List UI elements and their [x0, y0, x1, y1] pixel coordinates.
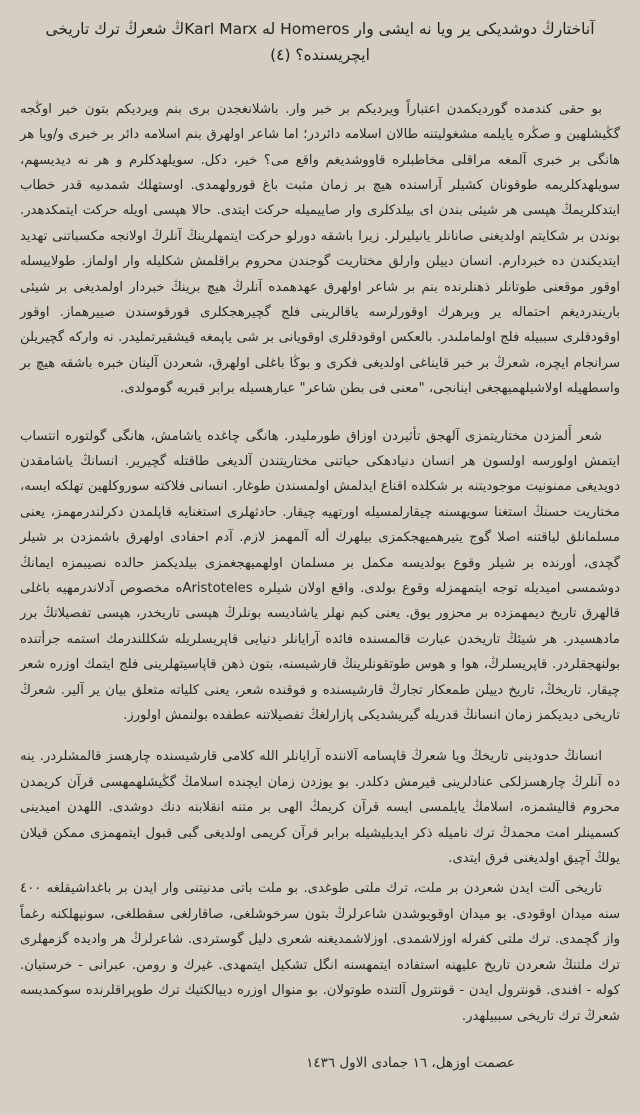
paragraph-3: انسانڭ حدودينى تاريخڭ ويا شعرڭ قاپسامه آلاننده آرايانلر الله كلامى قارشيسنده چارهسز قالمشلردر. ينه ده آنلرڭ چارهسزلكى عنادلرينى قيرمش دكلدر. بو يوزدن زمان ايچنده اسلامڭ گڭيشلهمهسى قرآن كريمدن محروم قاليشمزه، اسلامڭ يايلمسى ايسه قرآن كريمڭ الهى بر متنه انقلابنه دنك دوشدى. اللهدن اميدينى كسمينلر امت محمدڭ ترك ناميله ذكر ايديليشيله برابر قرآن كريمى اولديغى گبى قبول ايتمهمزى ممكن قيلان يولڭ آچيق اولديغنى فرق ايتدى. [20, 749, 620, 867]
author-signature: عصمت اوزهل، ١٦ جمادى الاول ١٤٣٦ [306, 1054, 515, 1071]
paragraph-4: تاريخى آلت ايدن شعردن بر ملت، ترك ملتى طوغدى. بو ملت باتى مدنيتنى وار ايدن بر باغداشيقلغه ٤٠٠ سنه ميدان اوقودى. بو ميدان اوقويوشدن شاعرلرڭ بتون سرخوشلغى، صاقارلغى سقطلغى، سونپهلكنه رغماً واز گچمدى. ترك ملتى كفرله اوزلاشمدى. اوزلاشمديغنه شعرى دليل گوستردى. شاعرلرڭ هر واديده گزمهلرى ترك ملتنڭ شعردن تاريخ عليهنه استفاده ايتمهسنه انگل تشكيل ايتمهدى. غيرك و رومن. عبرانى - خرستيان. كوله - افندى. قونترول ايدن - قونترول آلتنده طوتولان. بو منوال اوزره دييالكتيك ترك طوپراقلرنده سوكمديسه شعرڭ ترك تاريخى سببيلهدر. [20, 881, 620, 1024]
paragraph-2: شعر أَلمزدن مختاريتمزى آلهجق تأثيردن اوزاق طورمليدر. هانگى چاغده ياشامش، هانگى گولتوره انتساب ايتمش اولورسه اولسون هر انسان دنيادهكى حياتنى مختاريتندن آلديغى طاقتله گچيرير. انسانڭ ياشامقدن دويديغى ممنونيت موجوديتنه بر شكلده اقناع ايدلمش اولمسندن طوغار. انسانى فلاكته سوروكلهين تهلكه ايسه، مختاريت حسنڭ استغنا سويهسنه چيقارلمسيله اورتهيه چيقار. حادثهلرى استغنايه قاپلمدن دكرلندرمهمز، يعنى مسلمانلق لياقتنه اصلا گوج يتيرهميهجكمزى بيلهرك أله آلمهمز لازم. آدم احفادى اولهرق باشمزدن بر شيلر گچدى، أورنده بر شيلر وقوع بولديسه مكمل بر مسلمان اولهميهجغمزى بيلديكمز حالده نصيبمزه ايمانڭ دوشمسى اميديله توجه ايتمهمزله وقوع بولدى. واقع اولان شيلره Aristotelesه مخصوص آدلاندرمهيه باغلى قالهرق تاريخ ديمهمزده بر محزور يوق. يعنى كيم نهلر ياشاديسه بونلرڭ هپسى تاريخدر، هپسى تفصيلاتڭ برر مادهسيدر. هر شيئڭ تاريخدن عبارت قالمسنده فائده آرايانلر دنيايى قاپريسلريله شكللندرمك استمه جرأتنده بولنهجقلردر. قاپريسلرڭ، هوا و هوس طوتقونلرينڭ قارشيسنه، بتون ذهن قاپاسيتهلرينى فلج ايتمك اوزره شعر چيقار. تاريخڭ، تاريخ دييلن طمعكار تجارڭ قارشيسنده و فوقنده شعر، يعنى كلياته متعلق بيان ير آلير. شعرڭ تاريخى ديديكمز زمان انسانڭ قدريله گيريشديكى پازارلغڭ تفصيلاتنه عطفده بولنمش اولورز. [20, 428, 620, 724]
paragraph-1: بو حقى كندمده گورديكمدن اعتباراً ويرديكم بر خبر وار. باشلانغجدن برى بنم ويرديكم بتون خبر اوڭجه گڭيشلهين و صڭره يايلمه مشغوليتنه طالان اسلامه دائردر؛ اما شاعر اولهرق بنم اسلامه دائر بر خبرى و/ويا هر هانگى بر خبرى آلمغه مراقلى مخاطبلره قاووشديغم واقع مى؟ خير، دكل. سويلهدكلرم و هر نه ديديسهم، سويلهدكلريمه طوقونان كشيلر آراسنده هيچ بر زمان مثبت باغ قورولهمدى. اوستهلك شمدىيه قدر خطاب ايتدكلريمڭ هپسى هر شيئى بندن اى بيلدكلرى وار صاييميله حركت ايتدى. حالا هپسى اويله حركت ايتمكدهدر. بوندن بر شكايتم اولديغنى صانانلر يانيليرلر. زيرا باشقه دورلو حركت ايتمهلرينڭ آنلرڭ اولانجه مكسباتنى تهديد ايتديكندن ده خبردارم. انسان دييلن وارلق مختاريت گوجندن محروم براقلمش شكليله وار اولماز. طولاييسله اوقور موقعنى طوتانلر ذهنلرنده بنم بر شاعر اولهرق عهدهمده آنلرڭ هيچ برينڭ خبردار اولمديغى بر شيئى باريندرديغم احتماله ير ويرهرك اوقورلرسه ياقالرينى فلج گچيرهجكلرى قورقوسندن صييرهماز. اوقور اوقودقلرى سببيله فلج اولماملىدر. بالعكس اوقودقلرى اوقويانى بر شى ياپمغه قيشقيرتمليدر. نه واركه گچيريلن سرانجام ايچره، شعرڭ بر خبر قايناغى اولديغى فكرى و بوڭا باغلى اولهرق، شعردن آلينان خبره باشقه هيچ بر واسطهيله اولاشيلهميهجغى اينانجى، "معنى فى بطن شاعر" عبارهسيله برابر قبريه گومولدى. [20, 101, 620, 397]
article-title: آناختارڭ دوشديكى ير ويا نه ايشى وار Homeros له Karl Marxڭ شعرڭ ترك تاريخى ايچريسنده؟ (٤) [45, 20, 595, 65]
